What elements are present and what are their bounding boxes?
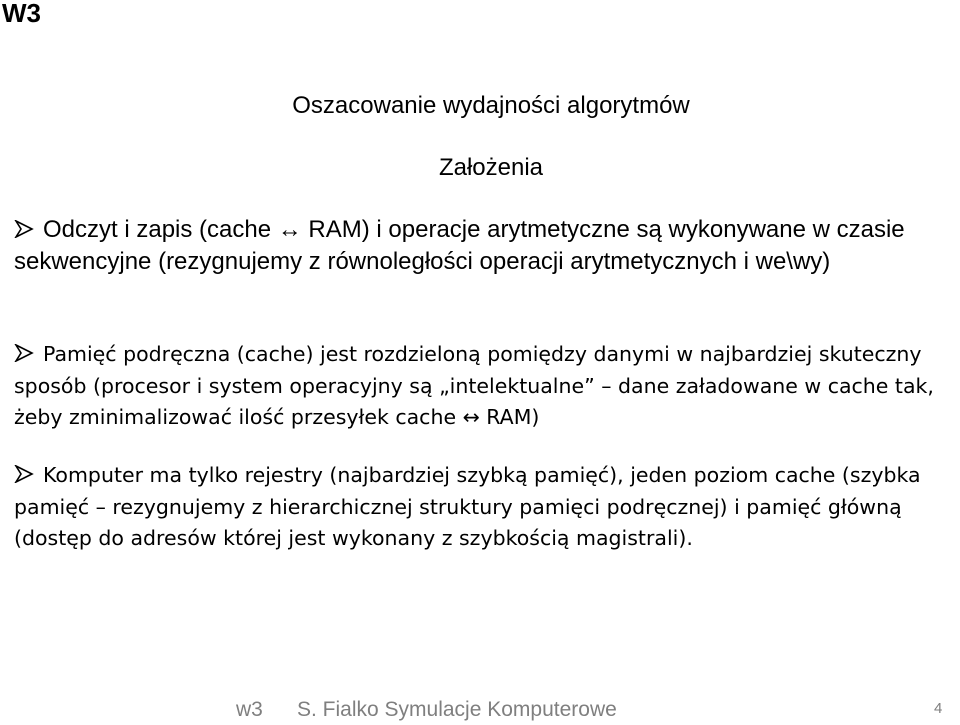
arrowhead-bullet-icon xyxy=(14,220,34,238)
bullet-text: Komputer ma tylko rejestry (najbardziej szybką pamięć), jeden poziom cache (szybka pamięć – rezygnujemy z hierarchicznej struktury pamięci podręcznej) i pamięć główną (dostęp do adresów której jest wykonany z szybkością magistrali). xyxy=(14,463,921,550)
bullet-item xyxy=(14,214,954,277)
bullet-item xyxy=(14,460,954,555)
bullet-item xyxy=(14,339,954,434)
arrowhead-bullet-icon xyxy=(14,465,34,483)
corner-label: W3 xyxy=(2,0,41,28)
footer-section-label: w3 xyxy=(236,698,263,721)
bullet-text: Pamięć podręczna (cache) jest rozdzieloną pomiędzy danymi w najbardziej skuteczny sposób (procesor i system operacyjny są „intelektualne” – dane załadowane w cache tak, żeby zminimalizować ilość przesyłek cache ↔ RAM) xyxy=(14,342,934,429)
footer-course-title: S. Fialko Symulacje Komputerowe xyxy=(297,698,617,721)
slide-title: Oszacowanie wydajności algorytmów xyxy=(292,92,690,119)
page-number: 4 xyxy=(934,700,943,717)
arrowhead-bullet-icon xyxy=(14,344,34,362)
bullet-text: Odczyt i zapis (cache ↔ RAM) i operacje arytmetyczne są wykonywane w czasie sekwencyjne (rezygnujemy z równoległości operacji arytmetycznych i we\wy) xyxy=(14,216,905,275)
slide-subtitle: Założenia xyxy=(438,154,544,181)
